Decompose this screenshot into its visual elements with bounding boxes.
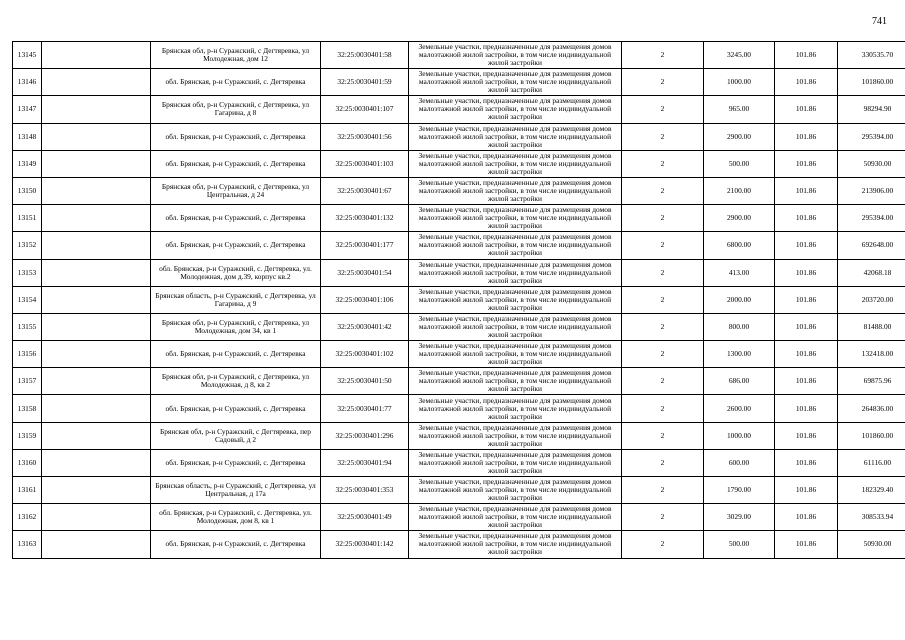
category-cell: 2: [622, 177, 704, 204]
address-cell: Брянская обл, р-н Суражский, с Дегтяревка, ул Молодежная, д 8, кв 2: [151, 368, 321, 395]
table-row: [13, 422, 905, 449]
address-cell: обл. Брянская, р-н Суражский, с. Дегтяревка: [151, 205, 321, 232]
empty-gap-cell: [42, 368, 151, 395]
rate-cell: 101.86: [775, 286, 838, 313]
empty-gap-cell: [42, 259, 151, 286]
empty-gap-cell: [42, 313, 151, 340]
address-cell: обл. Брянская, р-н Суражский, с. Дегтяревка: [151, 123, 321, 150]
row-number-cell: 13159: [13, 422, 42, 449]
cadastral-value-cell: 308533.94: [838, 504, 905, 531]
category-cell: 2: [622, 150, 704, 177]
table-row: [13, 449, 905, 476]
cadastral-value-table: [12, 41, 905, 559]
rate-cell: 101.86: [775, 368, 838, 395]
area-cell: 500.00: [704, 531, 775, 558]
category-cell: 2: [622, 422, 704, 449]
land-use-cell: Земельные участки, предназначенные для размещения домов малоэтажной жилой застройки, в том числе индивидуальной жилой застройки: [409, 449, 622, 476]
area-cell: 2100.00: [704, 177, 775, 204]
table-row: [13, 232, 905, 259]
address-cell: обл. Брянская, р-н Суражский, с. Дегтяревка: [151, 69, 321, 96]
empty-gap-cell: [42, 449, 151, 476]
empty-gap-cell: [42, 232, 151, 259]
cadastral-value-cell: 42068.18: [838, 259, 905, 286]
rate-cell: 101.86: [775, 232, 838, 259]
category-cell: 2: [622, 286, 704, 313]
cadastral-value-cell: 330535.70: [838, 42, 905, 69]
rate-cell: 101.86: [775, 422, 838, 449]
row-number-cell: 13146: [13, 69, 42, 96]
cadastral-number-cell: 32:25:0030401:94: [321, 449, 409, 476]
table-row: [13, 205, 905, 232]
address-cell: Брянская область, р-н Суражский, с Дегтяревка, ул Центральная, д 17а: [151, 477, 321, 504]
address-cell: обл. Брянская, р-н Суражский, с. Дегтяревка, ул. Молодежная, дом 8, кв 1: [151, 504, 321, 531]
area-cell: 1300.00: [704, 341, 775, 368]
row-number-cell: 13161: [13, 477, 42, 504]
cadastral-number-cell: 32:25:0030401:102: [321, 341, 409, 368]
cadastral-number-cell: 32:25:0030401:132: [321, 205, 409, 232]
land-use-cell: Земельные участки, предназначенные для размещения домов малоэтажной жилой застройки, в том числе индивидуальной жилой застройки: [409, 531, 622, 558]
area-cell: 2600.00: [704, 395, 775, 422]
area-cell: 800.00: [704, 313, 775, 340]
category-cell: 2: [622, 232, 704, 259]
row-number-cell: 13148: [13, 123, 42, 150]
land-use-cell: Земельные участки, предназначенные для размещения домов малоэтажной жилой застройки, в том числе индивидуальной жилой застройки: [409, 341, 622, 368]
address-cell: Брянская обл, р-н Суражский, с Дегтяревка, пер Садовый, д 2: [151, 422, 321, 449]
cadastral-number-cell: 32:25:0030401:58: [321, 42, 409, 69]
cadastral-number-cell: 32:25:0030401:177: [321, 232, 409, 259]
cadastral-value-cell: 295394.00: [838, 123, 905, 150]
cadastral-value-cell: 50930.00: [838, 531, 905, 558]
cadastral-number-cell: 32:25:0030401:50: [321, 368, 409, 395]
row-number-cell: 13152: [13, 232, 42, 259]
address-cell: обл. Брянская, р-н Суражский, с. Дегтяревка, ул. Молодежная, дом д.39, корпус кв.2: [151, 259, 321, 286]
row-number-cell: 13156: [13, 341, 42, 368]
row-number-cell: 13151: [13, 205, 42, 232]
row-number-cell: 13154: [13, 286, 42, 313]
address-cell: обл. Брянская, р-н Суражский, с. Дегтяревка: [151, 531, 321, 558]
table-row: [13, 96, 905, 123]
table-row: [13, 395, 905, 422]
category-cell: 2: [622, 449, 704, 476]
category-cell: 2: [622, 313, 704, 340]
area-cell: 3029.00: [704, 504, 775, 531]
rate-cell: 101.86: [775, 69, 838, 96]
empty-gap-cell: [42, 205, 151, 232]
row-number-cell: 13158: [13, 395, 42, 422]
category-cell: 2: [622, 477, 704, 504]
category-cell: 2: [622, 395, 704, 422]
category-cell: 2: [622, 504, 704, 531]
land-use-cell: Земельные участки, предназначенные для размещения домов малоэтажной жилой застройки, в том числе индивидуальной жилой застройки: [409, 259, 622, 286]
area-cell: 965.00: [704, 96, 775, 123]
row-number-cell: 13153: [13, 259, 42, 286]
area-cell: 2900.00: [704, 123, 775, 150]
rate-cell: 101.86: [775, 42, 838, 69]
row-number-cell: 13160: [13, 449, 42, 476]
rate-cell: 101.86: [775, 477, 838, 504]
row-number-cell: 13157: [13, 368, 42, 395]
area-cell: 413.00: [704, 259, 775, 286]
table-row: [13, 259, 905, 286]
rate-cell: 101.86: [775, 205, 838, 232]
cadastral-number-cell: 32:25:0030401:59: [321, 69, 409, 96]
empty-gap-cell: [42, 150, 151, 177]
table-row: [13, 286, 905, 313]
land-use-cell: Земельные участки, предназначенные для размещения домов малоэтажной жилой застройки, в том числе индивидуальной жилой застройки: [409, 286, 622, 313]
address-cell: обл. Брянская, р-н Суражский, с. Дегтяревка: [151, 232, 321, 259]
cadastral-number-cell: 32:25:0030401:106: [321, 286, 409, 313]
land-use-cell: Земельные участки, предназначенные для размещения домов малоэтажной жилой застройки, в том числе индивидуальной жилой застройки: [409, 69, 622, 96]
land-use-cell: Земельные участки, предназначенные для размещения домов малоэтажной жилой застройки, в том числе индивидуальной жилой застройки: [409, 42, 622, 69]
rate-cell: 101.86: [775, 123, 838, 150]
cadastral-number-cell: 32:25:0030401:42: [321, 313, 409, 340]
address-cell: Брянская область, р-н Суражский, с Дегтяревка, ул Гагарина, д 9: [151, 286, 321, 313]
address-cell: обл. Брянская, р-н Суражский, с. Дегтяревка: [151, 150, 321, 177]
address-cell: Брянская обл, р-н Суражский, с Дегтяревка, ул Молодежная, дом 34, кв 1: [151, 313, 321, 340]
rate-cell: 101.86: [775, 531, 838, 558]
rate-cell: 101.86: [775, 449, 838, 476]
rate-cell: 101.86: [775, 259, 838, 286]
cadastral-value-cell: 98294.90: [838, 96, 905, 123]
table-row: [13, 368, 905, 395]
land-use-cell: Земельные участки, предназначенные для размещения домов малоэтажной жилой застройки, в том числе индивидуальной жилой застройки: [409, 477, 622, 504]
cadastral-number-cell: 32:25:0030401:67: [321, 177, 409, 204]
land-use-cell: Земельные участки, предназначенные для размещения домов малоэтажной жилой застройки, в том числе индивидуальной жилой застройки: [409, 313, 622, 340]
table-row: [13, 477, 905, 504]
table-row: [13, 531, 905, 558]
category-cell: 2: [622, 123, 704, 150]
area-cell: 2900.00: [704, 205, 775, 232]
cadastral-value-cell: 61116.00: [838, 449, 905, 476]
address-cell: обл. Брянская, р-н Суражский, с. Дегтяревка: [151, 449, 321, 476]
empty-gap-cell: [42, 69, 151, 96]
empty-gap-cell: [42, 286, 151, 313]
area-cell: 2000.00: [704, 286, 775, 313]
address-cell: Брянская обл, р-н Суражский, с Дегтяревка, ул Гагарина, д 8: [151, 96, 321, 123]
cadastral-value-cell: 264836.00: [838, 395, 905, 422]
category-cell: 2: [622, 205, 704, 232]
table-row: [13, 313, 905, 340]
rate-cell: 101.86: [775, 177, 838, 204]
category-cell: 2: [622, 368, 704, 395]
area-cell: 500.00: [704, 150, 775, 177]
cadastral-value-cell: 69875.96: [838, 368, 905, 395]
empty-gap-cell: [42, 531, 151, 558]
area-cell: 1000.00: [704, 422, 775, 449]
address-cell: Брянская обл, р-н Суражский, с Дегтяревка, ул Центральная, д 24: [151, 177, 321, 204]
category-cell: 2: [622, 259, 704, 286]
cadastral-value-cell: 692648.00: [838, 232, 905, 259]
area-cell: 1790.00: [704, 477, 775, 504]
rate-cell: 101.86: [775, 313, 838, 340]
rate-cell: 101.86: [775, 504, 838, 531]
row-number-cell: 13149: [13, 150, 42, 177]
empty-gap-cell: [42, 477, 151, 504]
table-row: [13, 504, 905, 531]
empty-gap-cell: [42, 42, 151, 69]
rate-cell: 101.86: [775, 96, 838, 123]
land-use-cell: Земельные участки, предназначенные для размещения домов малоэтажной жилой застройки, в том числе индивидуальной жилой застройки: [409, 177, 622, 204]
page-number: 741: [872, 16, 887, 27]
table-row: [13, 150, 905, 177]
cadastral-number-cell: 32:25:0030401:56: [321, 123, 409, 150]
table-row: [13, 177, 905, 204]
cadastral-value-cell: 132418.00: [838, 341, 905, 368]
cadastral-value-cell: 295394.00: [838, 205, 905, 232]
empty-gap-cell: [42, 177, 151, 204]
empty-gap-cell: [42, 422, 151, 449]
address-cell: обл. Брянская, р-н Суражский, с. Дегтяревка: [151, 395, 321, 422]
cadastral-value-cell: 101860.00: [838, 422, 905, 449]
row-number-cell: 13162: [13, 504, 42, 531]
cadastral-number-cell: 32:25:0030401:77: [321, 395, 409, 422]
land-use-cell: Земельные участки, предназначенные для размещения домов малоэтажной жилой застройки, в том числе индивидуальной жилой застройки: [409, 232, 622, 259]
cadastral-number-cell: 32:25:0030401:353: [321, 477, 409, 504]
table-row: [13, 341, 905, 368]
row-number-cell: 13147: [13, 96, 42, 123]
category-cell: 2: [622, 69, 704, 96]
cadastral-number-cell: 32:25:0030401:54: [321, 259, 409, 286]
cadastral-number-cell: 32:25:0030401:107: [321, 96, 409, 123]
table-row: [13, 123, 905, 150]
land-use-cell: Земельные участки, предназначенные для размещения домов малоэтажной жилой застройки, в том числе индивидуальной жилой застройки: [409, 395, 622, 422]
empty-gap-cell: [42, 341, 151, 368]
land-use-cell: Земельные участки, предназначенные для размещения домов малоэтажной жилой застройки, в том числе индивидуальной жилой застройки: [409, 504, 622, 531]
empty-gap-cell: [42, 395, 151, 422]
rate-cell: 101.86: [775, 341, 838, 368]
cadastral-number-cell: 32:25:0030401:103: [321, 150, 409, 177]
row-number-cell: 13163: [13, 531, 42, 558]
cadastral-value-cell: 101860.00: [838, 69, 905, 96]
land-use-cell: Земельные участки, предназначенные для размещения домов малоэтажной жилой застройки, в том числе индивидуальной жилой застройки: [409, 123, 622, 150]
row-number-cell: 13150: [13, 177, 42, 204]
cadastral-number-cell: 32:25:0030401:142: [321, 531, 409, 558]
address-cell: обл. Брянская, р-н Суражский, с. Дегтяревка: [151, 341, 321, 368]
land-use-cell: Земельные участки, предназначенные для размещения домов малоэтажной жилой застройки, в том числе индивидуальной жилой застройки: [409, 96, 622, 123]
empty-gap-cell: [42, 123, 151, 150]
area-cell: 686.00: [704, 368, 775, 395]
cadastral-value-cell: 203720.00: [838, 286, 905, 313]
empty-gap-cell: [42, 96, 151, 123]
category-cell: 2: [622, 96, 704, 123]
rate-cell: 101.86: [775, 150, 838, 177]
cadastral-number-cell: 32:25:0030401:296: [321, 422, 409, 449]
empty-gap-cell: [42, 504, 151, 531]
rate-cell: 101.86: [775, 395, 838, 422]
area-cell: 6800.00: [704, 232, 775, 259]
category-cell: 2: [622, 42, 704, 69]
land-use-cell: Земельные участки, предназначенные для размещения домов малоэтажной жилой застройки, в том числе индивидуальной жилой застройки: [409, 150, 622, 177]
cadastral-value-cell: 50930.00: [838, 150, 905, 177]
table-row: [13, 42, 905, 69]
area-cell: 600.00: [704, 449, 775, 476]
table-body: [13, 42, 905, 559]
area-cell: 3245.00: [704, 42, 775, 69]
table-row: [13, 69, 905, 96]
area-cell: 1000.00: [704, 69, 775, 96]
row-number-cell: 13155: [13, 313, 42, 340]
category-cell: 2: [622, 531, 704, 558]
land-use-cell: Земельные участки, предназначенные для размещения домов малоэтажной жилой застройки, в том числе индивидуальной жилой застройки: [409, 368, 622, 395]
cadastral-value-cell: 81488.00: [838, 313, 905, 340]
land-use-cell: Земельные участки, предназначенные для размещения домов малоэтажной жилой застройки, в том числе индивидуальной жилой застройки: [409, 422, 622, 449]
cadastral-value-cell: 182329.40: [838, 477, 905, 504]
row-number-cell: 13145: [13, 42, 42, 69]
category-cell: 2: [622, 341, 704, 368]
land-use-cell: Земельные участки, предназначенные для размещения домов малоэтажной жилой застройки, в том числе индивидуальной жилой застройки: [409, 205, 622, 232]
address-cell: Брянская обл, р-н Суражский, с Дегтяревка, ул Молодежная, дом 12: [151, 42, 321, 69]
cadastral-value-cell: 213906.00: [838, 177, 905, 204]
cadastral-number-cell: 32:25:0030401:49: [321, 504, 409, 531]
